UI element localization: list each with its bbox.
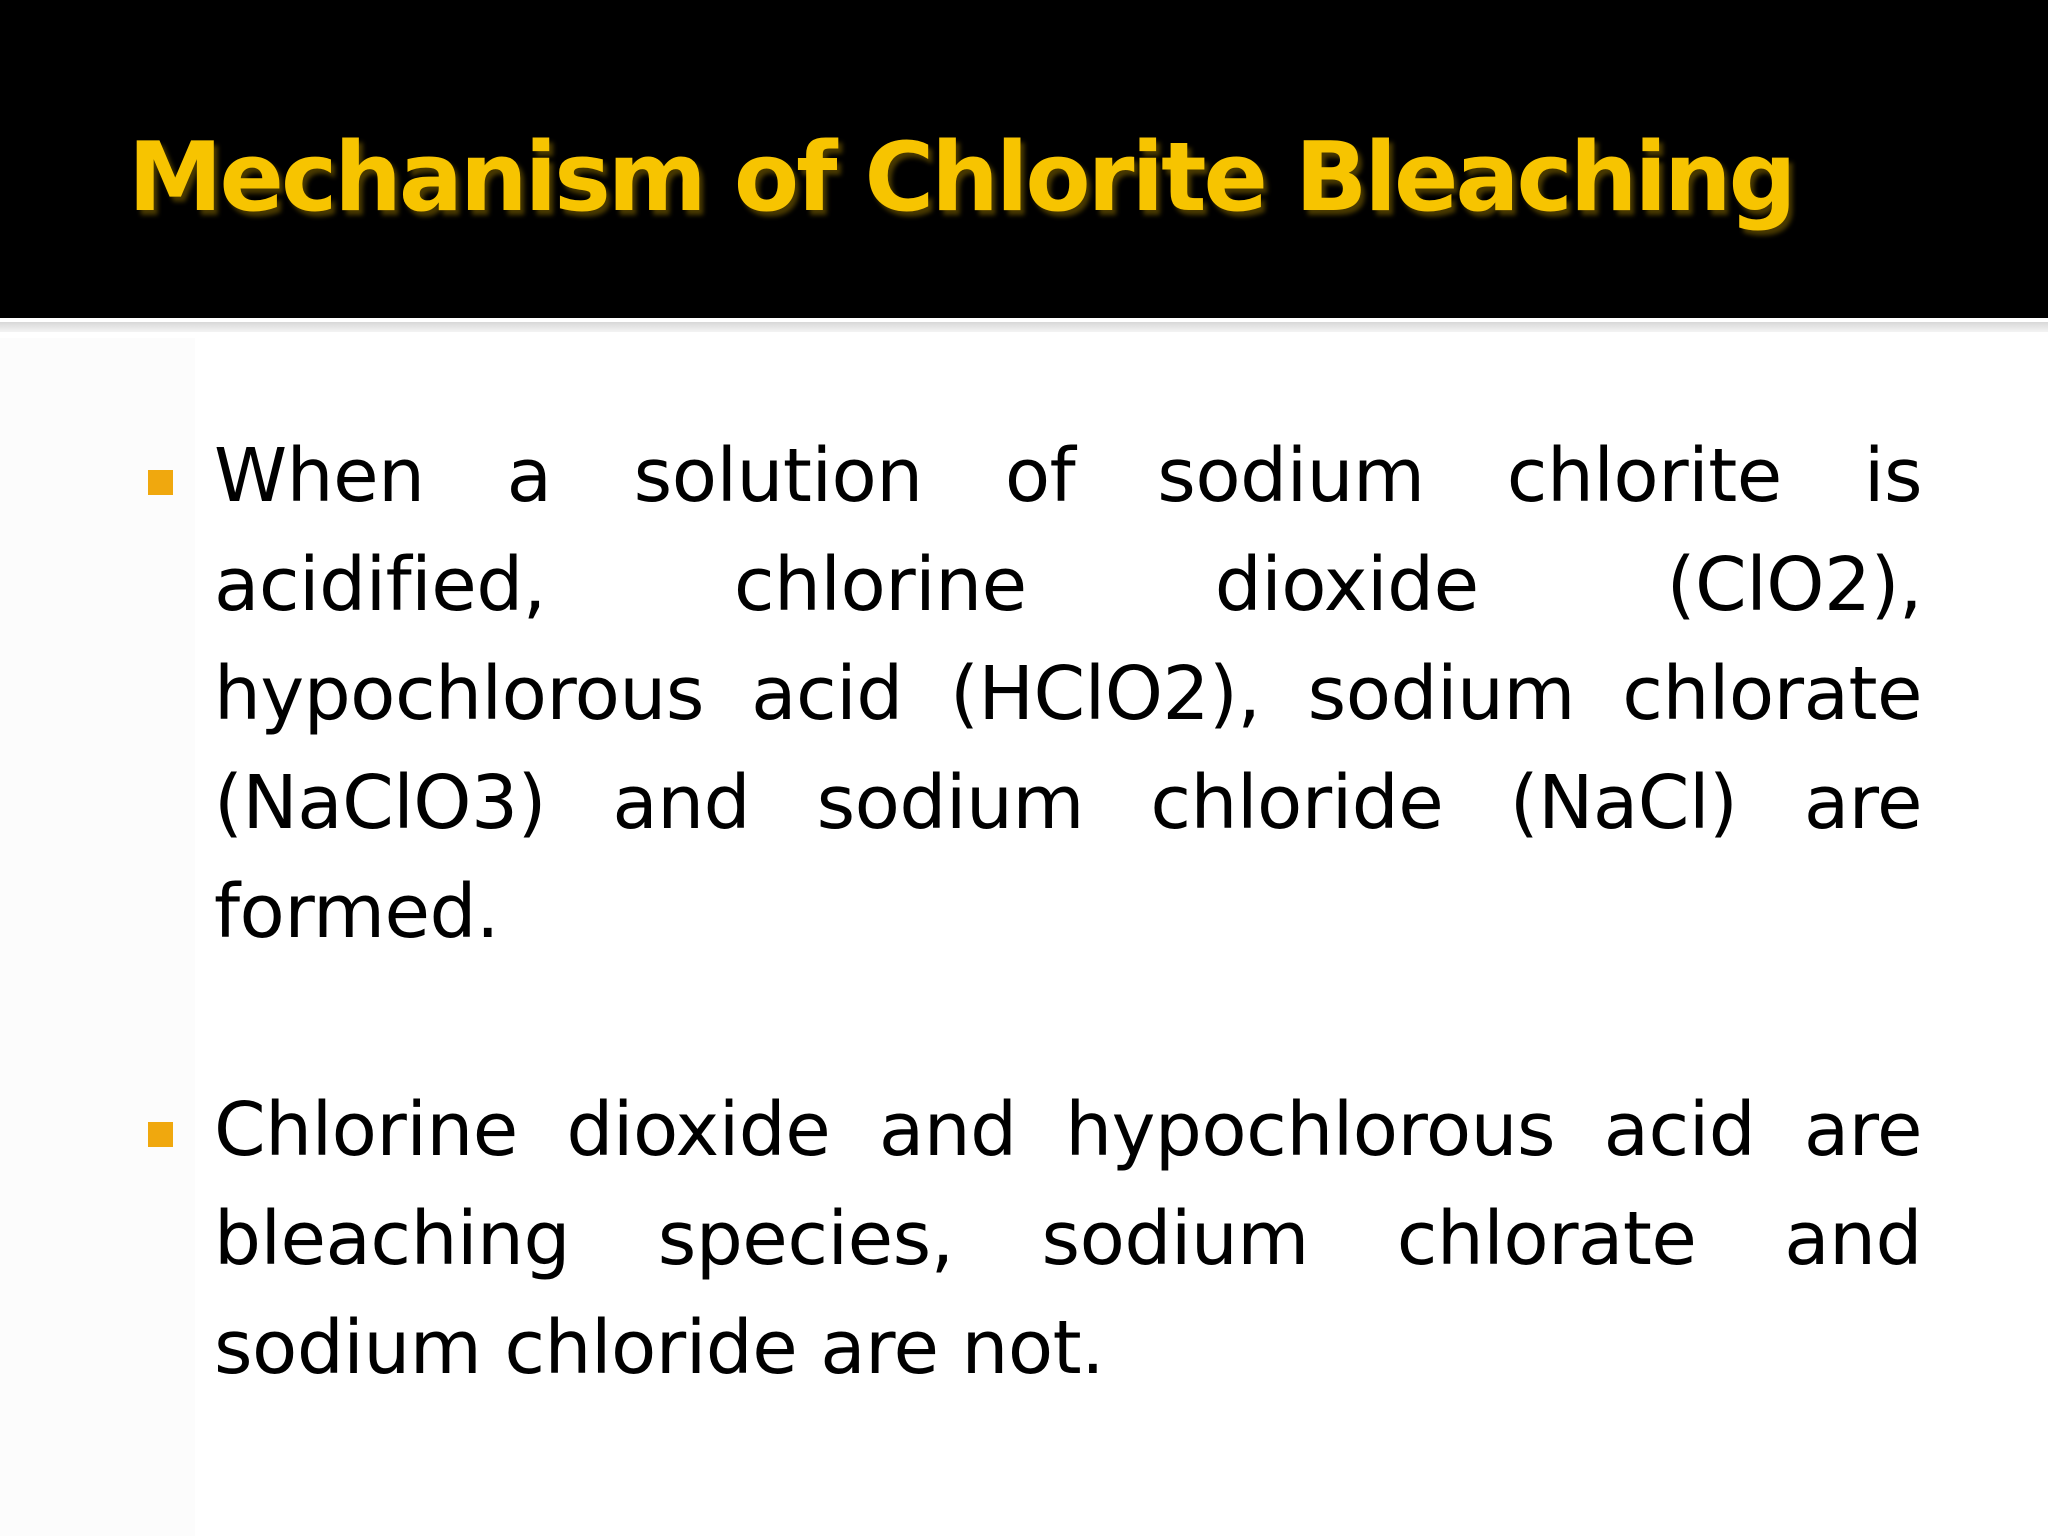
square-bullet-icon — [148, 470, 173, 495]
bullet-text-1: When a solution of sodium chlorite is acidified, chlorine dioxide (ClO2), hypochlorous acid (HClO2), sodium chlorate (NaClO3) and sodium chloride (NaCl) are formed. — [214, 433, 1922, 955]
square-bullet-icon — [148, 1122, 173, 1147]
bullet-text-2: Chlorine dioxide and hypochlorous acid are bleaching species, sodium chlorate and sodium chloride are not. — [214, 1087, 1922, 1391]
slide-title: Mechanism of Chlorite Bleaching — [128, 123, 1794, 233]
